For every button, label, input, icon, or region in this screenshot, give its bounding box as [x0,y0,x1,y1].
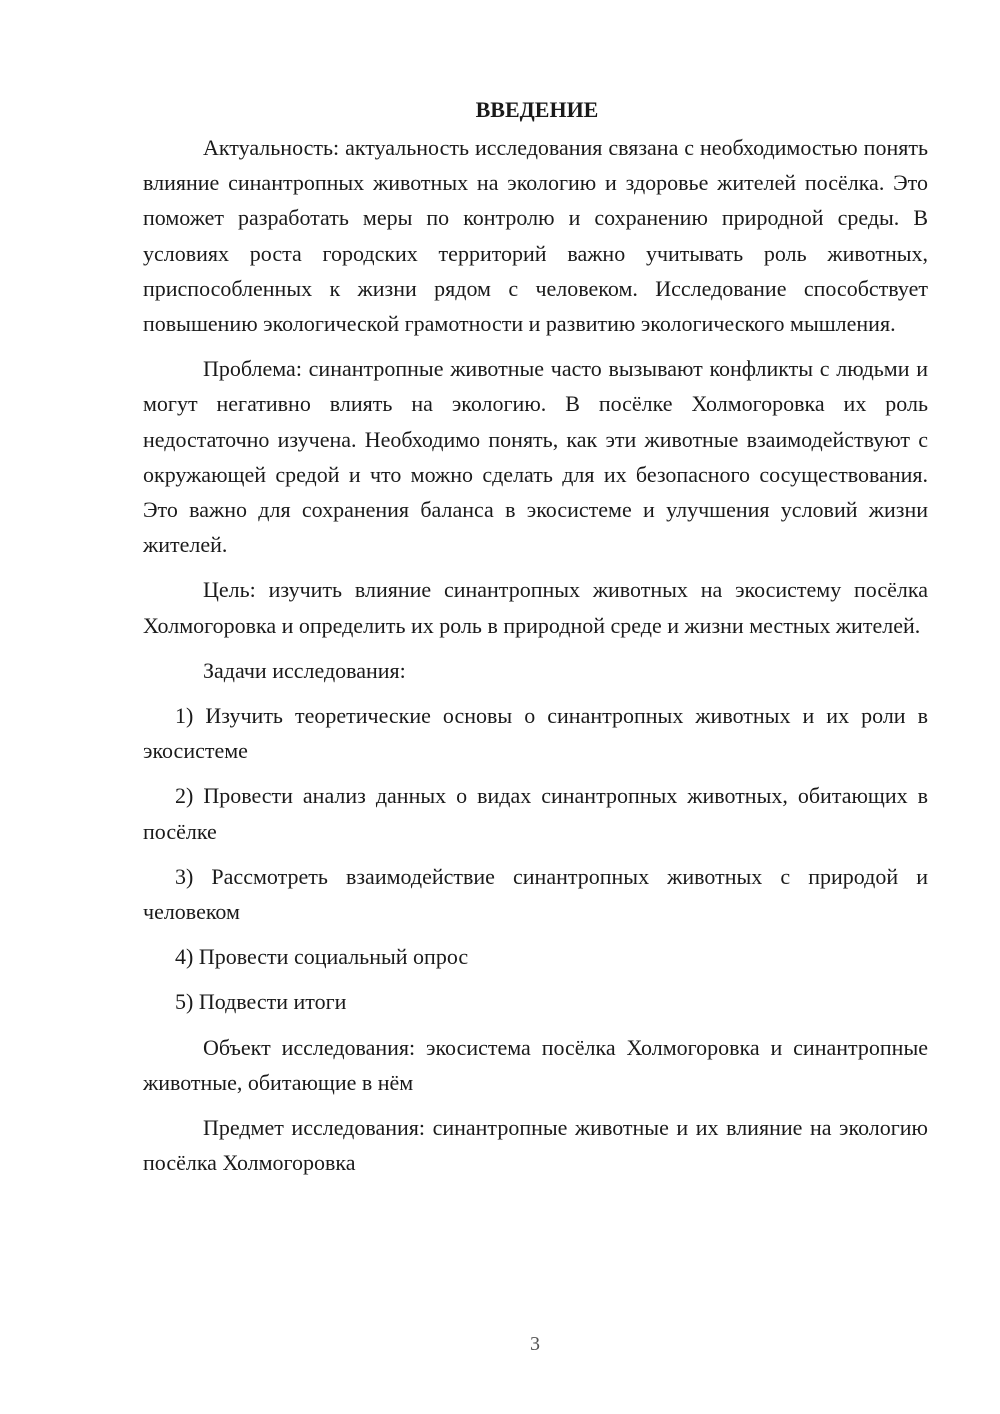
tasks-title: Задачи исследования: [203,657,406,683]
task-item-4: 4) Провести социальный опрос [175,944,469,970]
subject-paragraph: Предмет исследования: синантропные животные и их влияние на экологию посёлка Холмогоровка [143,1115,928,1176]
task-item-2: 2) Провести анализ данных о видах синантропных животных, обитающих в посёлке [143,783,928,844]
problem-paragraph: Проблема: синантропные животные часто вызывают конфликты с людьми и могут негативно влиять на экологию. В посёлке Холмогоровка их роль недостаточно изучена. Необходимо понять, как эти животные взаимодействуют с окружающей средой и что можно сделать для их безопасного сосуществования. Это важно для сохранения баланса в экосистеме и улучшения условий жизни жителей. [143,356,928,558]
page-number: 3 [530,1333,540,1355]
goal-paragraph: Цель: изучить влияние синантропных животных на экосистему посёлка Холмогоровка и определить их роль в природной среде и жизни местных жителей. [143,577,928,638]
task-item-1: 1) Изучить теоретические основы о синантропных животных и их роли в экосистеме [143,703,928,764]
section-heading: ВВЕДЕНИЕ [475,97,599,122]
document-page [143,92,928,1190]
task-item-3: 3) Рассмотреть взаимодействие синантропных животных с природой и человеком [143,863,928,925]
task-item-5: 5) Подвести итоги [175,989,347,1015]
object-paragraph: Объект исследования: экосистема посёлка Холмогоровка и синантропные животные, обитающие в нём [143,1034,928,1095]
relevance-paragraph: Актуальность: актуальность исследования связана с необходимостью понять влияние синантропных животных на экологию и здоровье жителей посёлка. Это поможет разработать меры по контролю и сохранению природной среды. В условиях роста городских территорий важно учитывать роль животных, приспособленных к жизни рядом с человеком. Исследование способствует повышению экологической грамотности и развитию экологического мышления. [143,135,928,337]
